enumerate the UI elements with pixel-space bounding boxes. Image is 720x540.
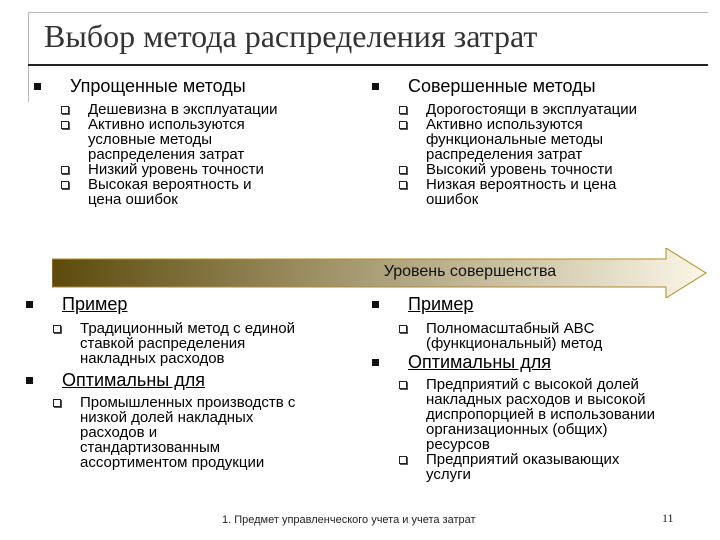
list-item (34, 117, 364, 162)
list-item-line: Низкий уровень точности (88, 161, 264, 178)
right-optimal-list (372, 377, 712, 482)
checkbox-bullet-icon (399, 456, 407, 464)
list-item-line: организационных (общих) (426, 421, 608, 438)
checkbox-bullet-icon (61, 106, 69, 114)
left-example-list (26, 321, 356, 366)
right-optimal-block (372, 352, 712, 482)
checkbox-bullet-icon (399, 325, 407, 333)
list-item-line: Высокий уровень точности (426, 161, 613, 178)
list-item-line: цена ошибок (88, 191, 178, 208)
left-optimal-block (26, 370, 356, 470)
list-item-line: ассортиментом продукции (80, 454, 265, 471)
list-item-line: Промышленных производств с (80, 394, 296, 411)
right-example-block (372, 294, 712, 351)
left-example-heading: Пример (26, 294, 356, 315)
footer-text: 1. Предмет управленческого учета и учета затрат (222, 514, 476, 526)
list-item-line: услуги (426, 466, 471, 483)
list-item-line: Традиционный метод с единой (80, 320, 295, 337)
square-bullet-icon (372, 83, 379, 90)
checkbox-bullet-icon (61, 166, 69, 174)
list-item-line: диспропорцией в использовании (426, 406, 656, 423)
frame-top-line (28, 12, 708, 13)
square-bullet-icon (372, 301, 379, 308)
advanced-methods-block (372, 76, 712, 207)
checkbox-bullet-icon (399, 181, 407, 189)
list-item-line: Предприятий оказывающих (426, 451, 620, 468)
frame-left-line (28, 12, 29, 102)
checkbox-bullet-icon (399, 121, 407, 129)
list-item (26, 321, 356, 366)
list-item (34, 102, 364, 117)
square-bullet-icon (372, 359, 379, 366)
left-optimal-list (26, 395, 356, 470)
checkbox-bullet-icon (53, 399, 61, 407)
list-item-line: низкой долей накладных (80, 409, 254, 426)
arrow-label: Уровень совершенства (383, 263, 557, 280)
list-item-line: функциональные методы (426, 131, 604, 148)
list-item-line: Активно используются (88, 116, 245, 133)
square-bullet-icon (26, 377, 33, 384)
right-example-list (372, 321, 712, 351)
list-item-line: Высокая вероятность и (88, 176, 252, 193)
checkbox-bullet-icon (399, 106, 407, 114)
list-item (372, 102, 712, 117)
list-item-line: (функциональный) метод (426, 335, 603, 352)
list-item-line: ресурсов (426, 436, 490, 453)
advanced-methods-heading: Совершенные методы (372, 76, 712, 97)
list-item-line: распределения затрат (426, 146, 583, 163)
list-item-line: ошибок (426, 191, 479, 208)
checkbox-bullet-icon (53, 325, 61, 333)
slide-title: Выбор метода распределения затрат (44, 18, 538, 54)
list-item-line: накладных расходов и высокой (426, 391, 646, 408)
list-item-line: расходов и (80, 424, 158, 441)
list-item (372, 162, 712, 177)
list-item (372, 377, 712, 452)
checkbox-bullet-icon (399, 381, 407, 389)
list-item (34, 162, 364, 177)
list-item (372, 321, 712, 351)
list-item (34, 177, 364, 207)
right-optimal-heading: Оптимальны для (372, 352, 712, 373)
list-item (372, 177, 712, 207)
list-item-line: стандартизованным (80, 439, 221, 456)
list-item (372, 452, 712, 482)
list-item-line: условные методы (88, 131, 213, 148)
checkbox-bullet-icon (61, 121, 69, 129)
perfection-level-arrow (52, 248, 708, 298)
simple-methods-heading: Упрощенные методы (34, 76, 364, 97)
list-item-line: Активно используются (426, 116, 583, 133)
checkbox-bullet-icon (399, 166, 407, 174)
list-item-line: Предприятий с высокой долей (426, 376, 639, 393)
list-item-line: Полномасштабный ABC (426, 320, 595, 337)
simple-methods-block (34, 76, 364, 207)
list-item-line: Низкая вероятность и цена (426, 176, 617, 193)
left-optimal-heading: Оптимальны для (26, 370, 356, 391)
square-bullet-icon (26, 301, 33, 308)
checkbox-bullet-icon (61, 181, 69, 189)
simple-methods-list (34, 102, 364, 207)
left-example-block (26, 294, 356, 366)
right-example-heading: Пример (372, 294, 712, 315)
title-underline (28, 64, 708, 66)
list-item (26, 395, 356, 470)
list-item-line: ставкой распределения (80, 335, 246, 352)
list-item (372, 117, 712, 162)
list-item-line: накладных расходов (80, 350, 225, 367)
list-item-line: Дешевизна в эксплуатации (88, 101, 278, 118)
advanced-methods-list (372, 102, 712, 207)
page-number: 11 (662, 511, 674, 525)
square-bullet-icon (34, 83, 41, 90)
list-item-line: распределения затрат (88, 146, 245, 163)
list-item-line: Дорогостоящи в эксплуатации (426, 101, 638, 118)
